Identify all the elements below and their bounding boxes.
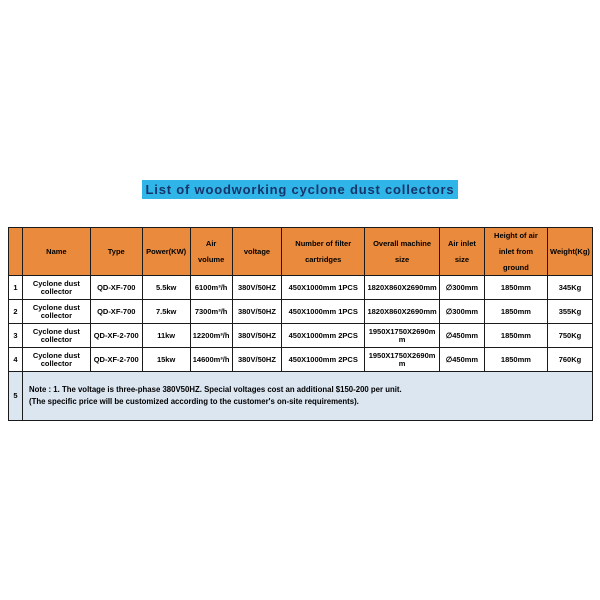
cell-filter-cartridges: 450X1000mm 1PCS	[282, 276, 365, 300]
cell-air-volume: 12200m³/h	[190, 324, 232, 348]
cell-row-number: 3	[9, 324, 23, 348]
col-header-index	[9, 228, 23, 276]
col-header-inlet-height: Height of air inlet from ground	[484, 228, 547, 276]
cell-inlet-height: 1850mm	[484, 324, 547, 348]
cell-filter-cartridges: 450X1000mm 1PCS	[282, 300, 365, 324]
cell-machine-size: 1820X860X2690mm	[365, 300, 440, 324]
col-header-weight: Weight(Kg)	[547, 228, 592, 276]
table-row	[9, 324, 593, 348]
note-row	[9, 372, 593, 421]
cell-type: QD-XF-2-700	[90, 348, 142, 372]
cell-filter-cartridges: 450X1000mm 2PCS	[282, 348, 365, 372]
cell-type: QD-XF-700	[90, 276, 142, 300]
cell-voltage: 380V/50HZ	[232, 300, 282, 324]
col-header-name: Name	[23, 228, 91, 276]
note-line-2: (The specific price will be customized according to the customer's on-site requirements).	[29, 397, 359, 407]
cell-power: 11kw	[142, 324, 190, 348]
cell-voltage: 380V/50HZ	[232, 348, 282, 372]
header-row	[9, 228, 593, 276]
cell-air-inlet-size: ∅300mm	[439, 300, 484, 324]
table-row	[9, 348, 593, 372]
cell-weight: 760Kg	[547, 348, 592, 372]
note-cell	[23, 372, 593, 421]
cell-name: Cyclone dust collector	[23, 276, 91, 300]
cell-row-number: 4	[9, 348, 23, 372]
cell-row-number: 2	[9, 300, 23, 324]
cell-filter-cartridges: 450X1000mm 2PCS	[282, 324, 365, 348]
cell-weight: 345Kg	[547, 276, 592, 300]
cell-type: QD-XF-2-700	[90, 324, 142, 348]
cell-inlet-height: 1850mm	[484, 348, 547, 372]
cell-air-volume: 6100m³/h	[190, 276, 232, 300]
col-header-filter-cartridges: Number of filter cartridges	[282, 228, 365, 276]
cell-power: 7.5kw	[142, 300, 190, 324]
cell-row-number: 1	[9, 276, 23, 300]
cell-inlet-height: 1850mm	[484, 276, 547, 300]
cell-inlet-height: 1850mm	[484, 300, 547, 324]
cell-name: Cyclone dust collector	[23, 324, 91, 348]
cell-machine-size: 1820X860X2690mm	[365, 276, 440, 300]
cell-weight: 355Kg	[547, 300, 592, 324]
cell-voltage: 380V/50HZ	[232, 324, 282, 348]
table-row	[9, 300, 593, 324]
page-title: List of woodworking cyclone dust collectors	[142, 180, 459, 199]
cell-power: 15kw	[142, 348, 190, 372]
spec-table	[8, 227, 593, 421]
col-header-power: Power(KW)	[142, 228, 190, 276]
cell-power: 5.5kw	[142, 276, 190, 300]
cell-machine-size: 1950X1750X2690mm	[365, 324, 440, 348]
cell-air-volume: 7300m³/h	[190, 300, 232, 324]
cell-air-inlet-size: ∅300mm	[439, 276, 484, 300]
col-header-type: Type	[90, 228, 142, 276]
cell-air-inlet-size: ∅450mm	[439, 324, 484, 348]
col-header-air-volume: Air volume	[190, 228, 232, 276]
col-header-air-inlet-size: Air inlet size	[439, 228, 484, 276]
cell-name: Cyclone dust collector	[23, 348, 91, 372]
note-line-1: Note : 1. The voltage is three-phase 380V50HZ. Special voltages cost an additional $150-200 per unit.	[29, 384, 402, 394]
cell-machine-size: 1950X1750X2690mm	[365, 348, 440, 372]
cell-type: QD-XF-700	[90, 300, 142, 324]
cell-voltage: 380V/50HZ	[232, 276, 282, 300]
cell-name: Cyclone dust collector	[23, 300, 91, 324]
cell-row-number: 5	[9, 372, 23, 421]
col-header-voltage: voltage	[232, 228, 282, 276]
col-header-machine-size: Overall machine size	[365, 228, 440, 276]
cell-air-inlet-size: ∅450mm	[439, 348, 484, 372]
cell-weight: 750Kg	[547, 324, 592, 348]
cell-air-volume: 14600m³/h	[190, 348, 232, 372]
table-row	[9, 276, 593, 300]
